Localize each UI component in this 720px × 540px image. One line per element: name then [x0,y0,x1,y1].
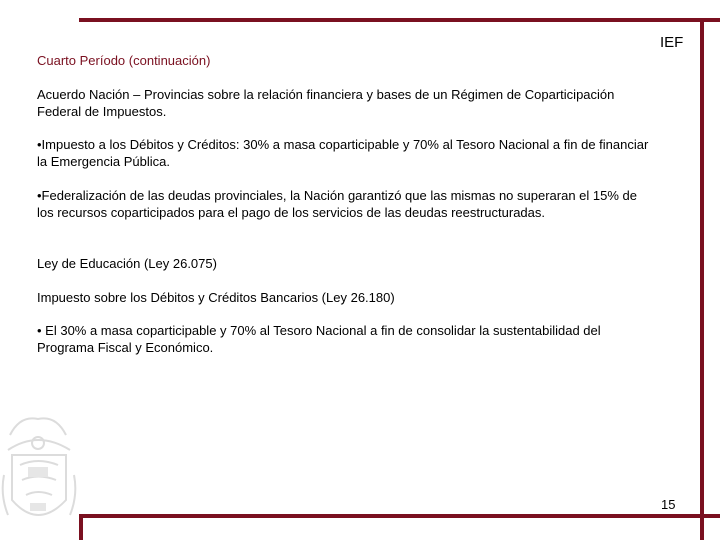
paragraph-education-law: Ley de Educación (Ley 26.075) [37,256,217,271]
bottom-border-rule [79,514,720,518]
paragraph-tax-debits-credits: •Impuesto a los Débitos y Créditos: 30% a masa coparticipable y 70% al Tesoro Nacional a fin de financiar la Emergencia Pública. [37,137,649,169]
crest-icon [0,405,78,540]
brand-label: IEF [660,34,684,51]
paragraph-fiscal-program: • El 30% a masa coparticipable y 70% al Tesoro Nacional a fin de consolidar la sustentabilidad del Programa Fiscal y Económico. [37,323,601,355]
paragraph-agreement: Acuerdo Nación – Provincias sobre la relación financiera y bases de un Régimen de Coparticipación Federal de Impuestos. [37,87,615,119]
page-number: 15 [661,497,676,512]
paragraph-bank-tax-law: Impuesto sobre los Débitos y Créditos Bancarios (Ley 26.180) [37,290,395,305]
top-border-rule [79,18,720,22]
bottom-left-border-rule [79,514,83,540]
section-title: Cuarto Período (continuación) [37,53,211,68]
right-border-rule [700,18,704,540]
paragraph-debt-federalization: •Federalización de las deudas provinciales, la Nación garantizó que las mismas no superaran el 15% de los recursos coparticipados para el pago de los servicios de las deudas reestructuradas. [37,188,637,220]
